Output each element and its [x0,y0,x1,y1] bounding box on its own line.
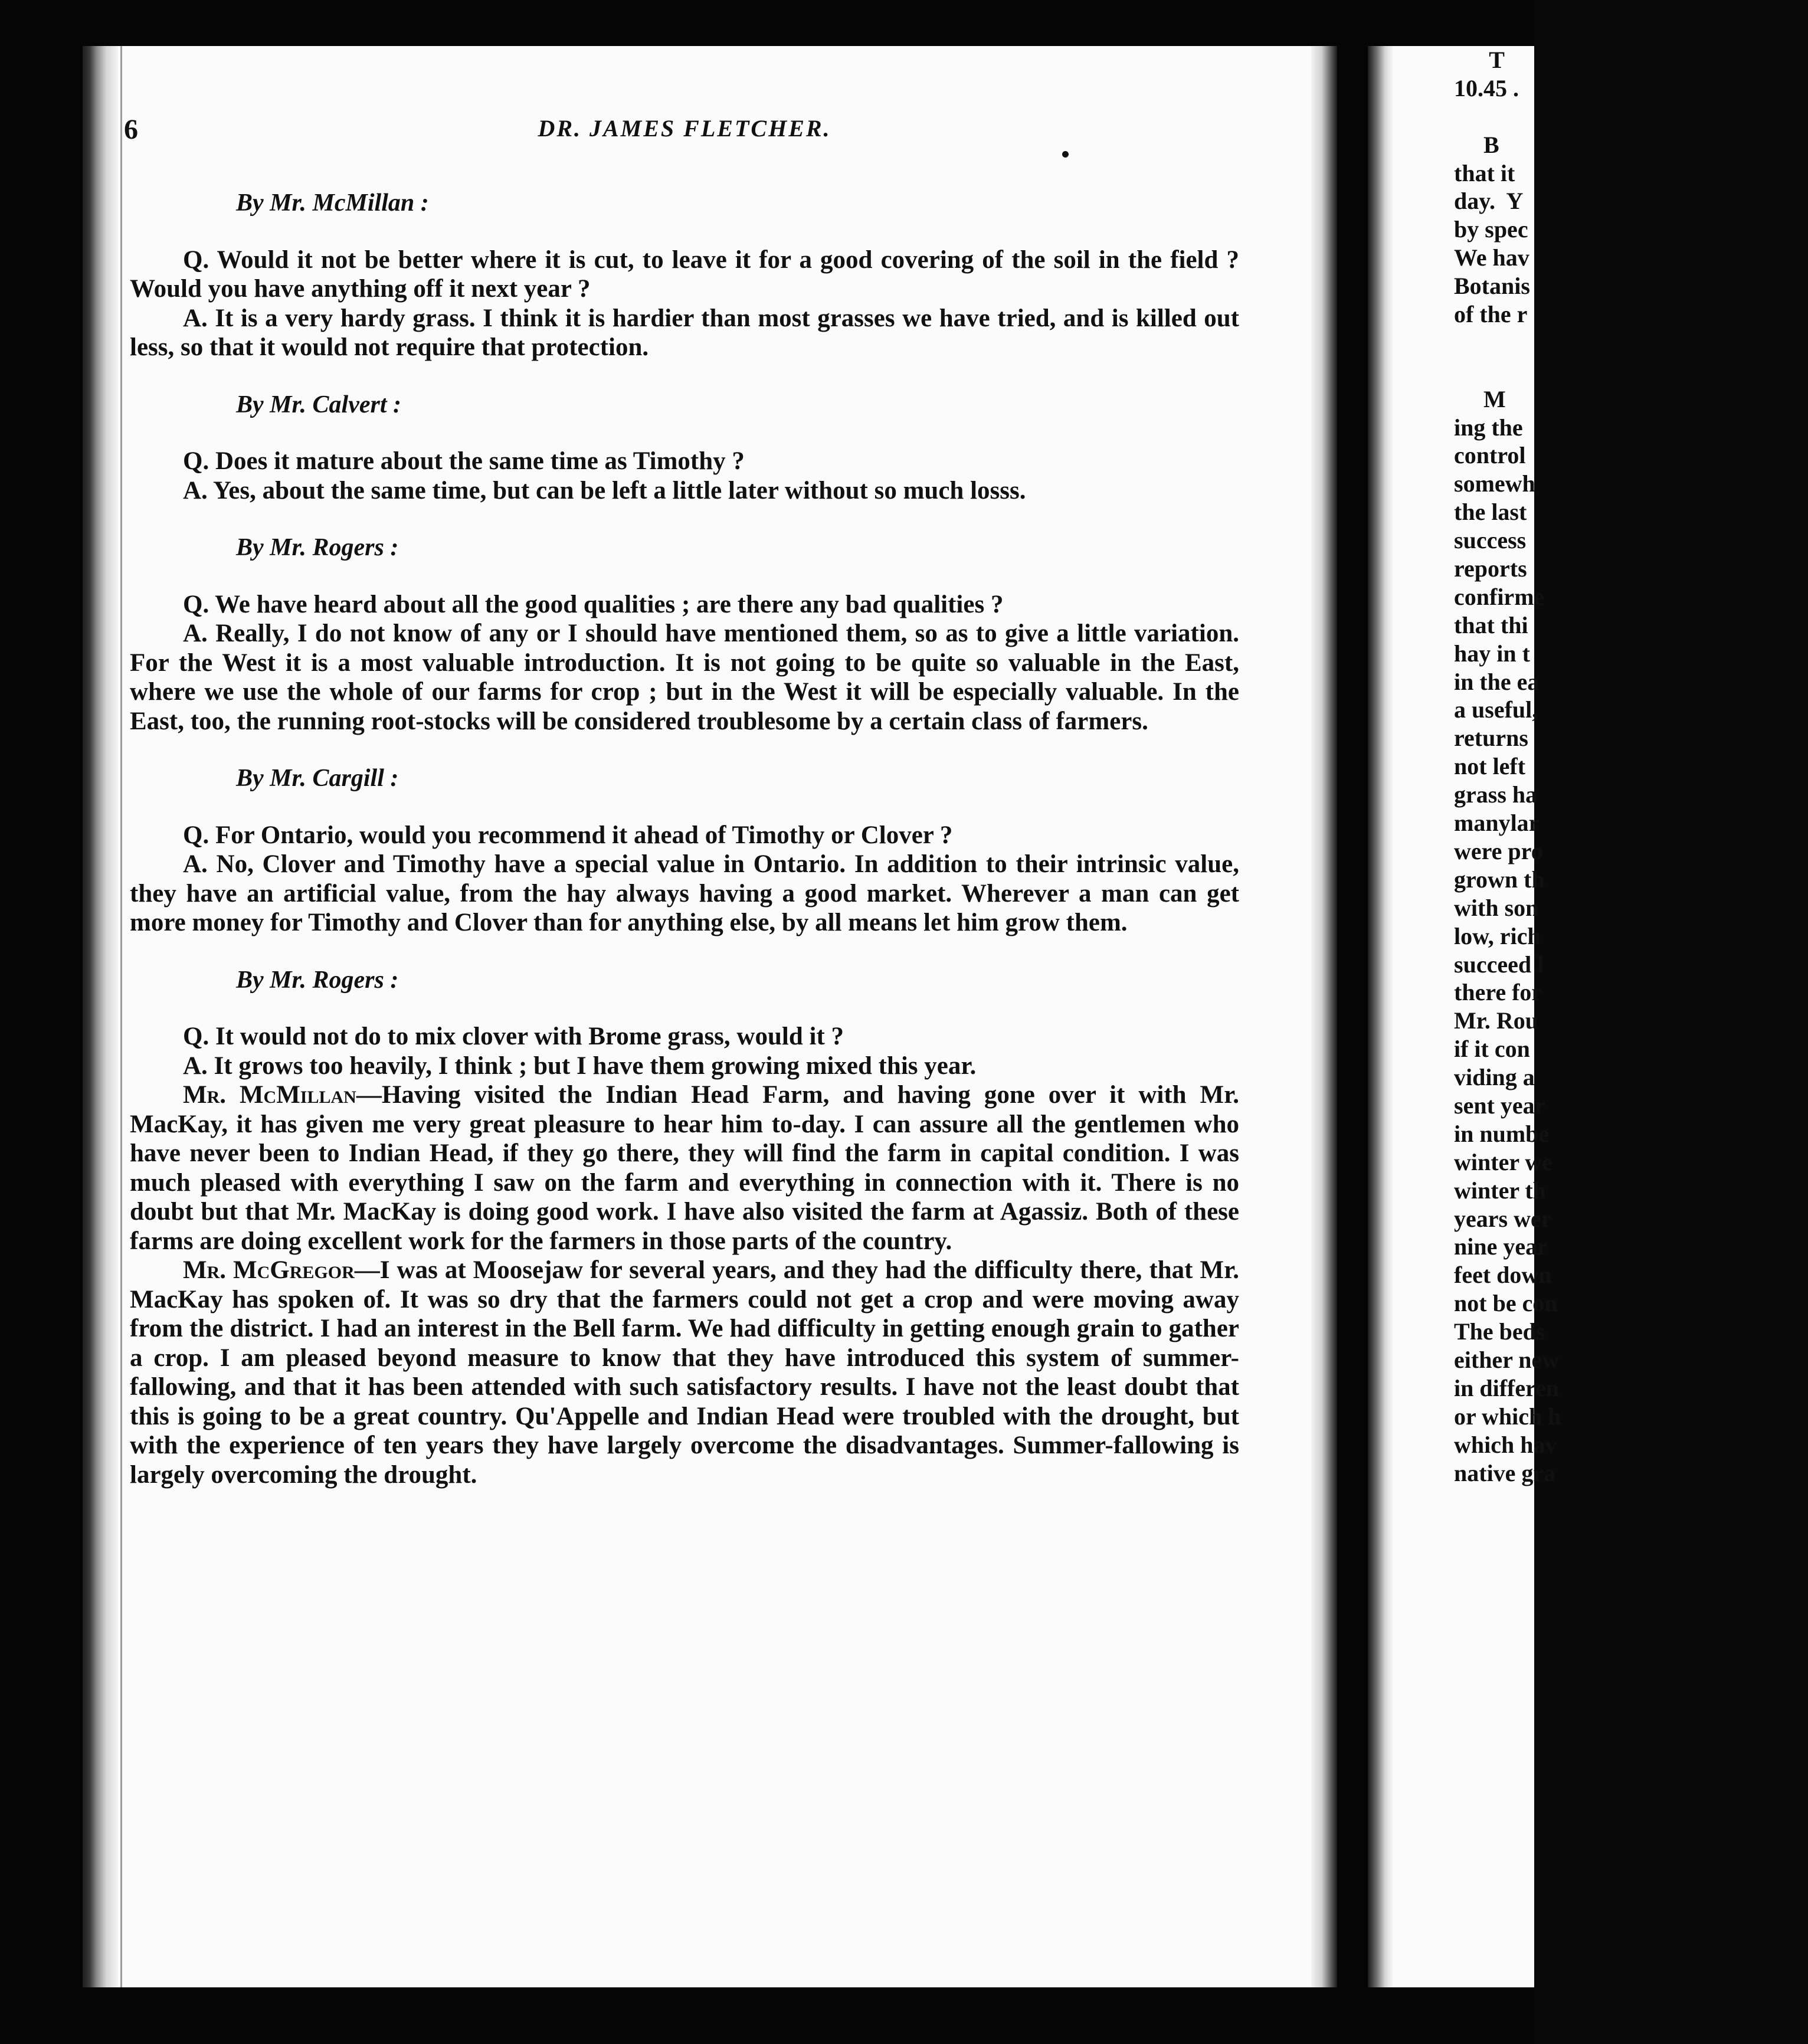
facing-page [1368,46,1561,1987]
facing-page-line: not be con [1454,1290,1558,1317]
gutter-line [120,46,122,1987]
facing-page-line: in numbe [1454,1120,1550,1147]
facing-page-line: 10.45 . [1454,74,1519,101]
facing-page-line: with son [1454,894,1539,921]
paragraph-text: Q. For Ontario, would you recommend it ahead of Timothy or Clover ? [183,821,953,849]
facing-page-line: confirme [1454,583,1545,610]
paragraph-text: Q. Would it not be better where it is cut, to leave it for a good covering of the soil in the field ? Would you have anything off it next year ? [130,245,1239,303]
paragraph [130,590,1239,620]
facing-page-line: winter th [1454,1177,1546,1204]
facing-page-line [1454,329,1808,357]
facing-page-line: which hav [1454,1431,1557,1458]
facing-page-line: hay in t [1454,640,1530,667]
facing-page-line: grown th [1454,866,1545,893]
facing-page-line: day. Y [1454,188,1524,215]
facing-page-line: succeed l [1454,951,1544,978]
speaker-heading: By Mr. McMillan : [236,189,429,217]
facing-page-line: The beds [1454,1318,1545,1345]
facing-page-line: nine year [1454,1233,1548,1260]
facing-page-line: grass ha [1454,781,1538,808]
speaker-heading: By Mr. Rogers : [236,534,399,561]
paragraph [130,1256,1239,1489]
speaker-heading: By Mr. Cargill : [236,765,399,792]
facing-page-line: sent year [1454,1092,1545,1119]
running-head: DR. JAMES FLETCHER. [538,115,831,142]
facing-page-line: success [1454,527,1527,554]
facing-page-line: ing the [1454,414,1523,441]
speaker-heading: By Mr. Calvert : [236,391,401,418]
page-edge-shadow [1311,46,1337,1987]
paragraph-text: A. It is a very hardy grass. I think it is hardier than most grasses we have tried, and is killed out less, so that it would not require that protection. [130,304,1239,361]
speaker-name: Mr. McGregor [183,1256,355,1284]
speaker-name: Mr. McMillan [183,1081,356,1109]
facing-page-line: feet down [1454,1262,1552,1289]
facing-page-line: if it con [1454,1036,1530,1063]
facing-page-line: winter we [1454,1148,1552,1175]
facing-page-line: either new [1454,1346,1560,1373]
paragraph [130,1080,1239,1256]
facing-page-line: native gra [1454,1459,1556,1486]
facing-page-line: M [1454,385,1506,412]
paragraph [130,304,1239,362]
paragraph-text: —I was at Moosejaw for several years, and they had the difficulty there, that Mr. MacKay has spoken of. It was so dry that the farmers could not get a crop and were moving away from the district. I had an interest in the Bell farm. We had difficulty in getting enough grain to gather a crop. I am pleased beyond measure to know that they have introduced this system of summer-fallowing, and that it has been attended with such satisfactory results. I have not the least doubt that this is going to be a great country. Qu'Appelle and Indian Head were troubled with the drought, but with the experience of ten years they have largely overcome the disadvantages. Summer-fallowing is largely overcoming the drought. [130,1256,1239,1489]
paragraph [130,1022,1239,1052]
facing-page-line: there for [1454,979,1542,1006]
paragraph [130,619,1239,736]
page-header [124,113,1245,155]
paragraph [130,821,1239,850]
paragraph [130,476,1239,506]
facing-page-line: by spec [1454,216,1528,243]
paragraph [130,245,1239,304]
paragraph [130,850,1239,938]
facing-page-line: not left [1454,753,1526,780]
facing-page-line: viding a [1454,1064,1535,1091]
paragraph-text: Q. Does it mature about the same time as Timothy ? [183,447,745,475]
paragraph-text: Q. We have heard about all the good qualities ; are there any bad qualities ? [183,590,1004,618]
paragraph-text: A. Really, I do not know of any or I should have mentioned them, so as to give a little variation. For the West it is a most valuable introduction. It is not going to be quite so valuable in the East, where we use the whole of our farms for crop ; but in the West it will be especially valuable. In the East, too, the running root-stocks will be considered troublesome by a certain class of farmers. [130,620,1239,735]
facing-page-line: control [1454,442,1526,469]
facing-page-line: Botanis [1454,273,1530,300]
speaker-heading: By Mr. Rogers : [236,966,399,994]
facing-page-line: years wer [1454,1205,1552,1232]
paragraph-text: A. It grows too heavily, I think ; but I have them growing mixed this year. [183,1052,977,1080]
facing-page-line: of the r [1454,301,1528,328]
facing-page-line: reports [1454,555,1527,582]
paragraph [130,447,1239,476]
facing-page-line: a useful, [1454,696,1538,723]
facing-page-line: manylar [1454,810,1540,837]
facing-page-line: that thi [1454,611,1528,638]
facing-page-line: T [1454,47,1505,73]
facing-page-line: or which h [1454,1403,1561,1430]
facing-page-line [1454,357,1808,385]
facing-page-line: that it [1454,159,1515,186]
facing-page-gutter-shadow [1368,46,1393,1987]
facing-page-line [1454,103,1808,131]
facing-page-line: in differen [1454,1374,1560,1401]
facing-page-line: B [1454,131,1499,158]
facing-page-line: somewh [1454,470,1535,497]
paragraph-text: A. Yes, about the same time, but can be left a little later without so much losss. [183,476,1026,505]
facing-page-line: We hav [1454,244,1529,271]
paragraph-text: A. No, Clover and Timothy have a special value in Ontario. In addition to their intrinsic value, they have an artificial value, from the hay always having a good market. Wherever a man can get more money for Timothy and Clover than for anything else, by all means let him grow them. [130,850,1239,936]
facing-page-line: low, rich [1454,922,1541,949]
facing-page-line: were pro [1454,837,1543,864]
paragraph-text: Q. It would not do to mix clover with Brome grass, would it ? [183,1023,844,1050]
paragraph [130,1052,1239,1081]
facing-page-line: returns [1454,725,1528,752]
facing-page-line: the last [1454,499,1527,526]
facing-page-line: Mr. Rou [1454,1007,1538,1034]
facing-page-line: in the ea [1454,668,1540,695]
paragraph-text: —Having visited the Indian Head Farm, and having gone over it with Mr. MacKay, it has given me very great pleasure to hear him to-day. I can assure all the gentlemen who have never been to Indian Head, if they go there, they will find the farm in capital condition. I was much pleased with everything I saw on the farm and everything in connection with it. There is no doubt but that Mr. MacKay is doing good work. I have also visited the farm at Agassiz. Both of these farms are doing excellent work for the farmers in those parts of the country. [130,1081,1239,1255]
body-text [130,177,1239,1489]
ink-speck [1062,151,1069,158]
facing-page-text [1454,46,1808,1487]
page-number: 6 [124,114,138,145]
binding-gutter [83,46,118,1987]
